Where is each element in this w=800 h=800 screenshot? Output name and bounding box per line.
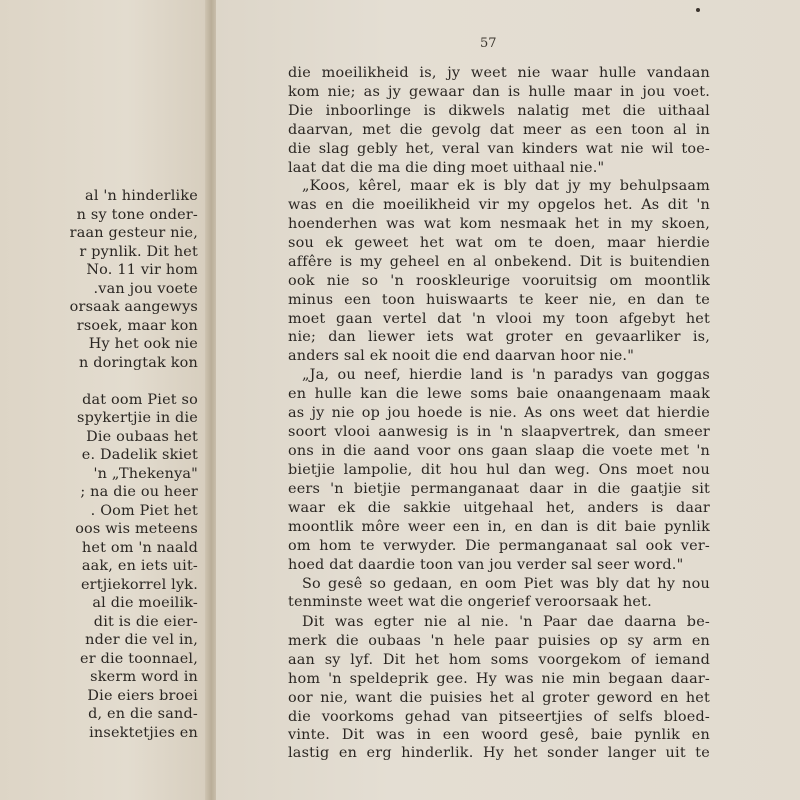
- left-page-line: dat oom Piet so: [82, 391, 198, 408]
- right-page-line: eers 'n bietjie permanganaat daar in die gaatjie sit: [288, 481, 710, 497]
- right-page-line: die voorkoms gehad van pitseertjies of selfs bloed-: [288, 709, 710, 725]
- left-page-line: n sy tone onder-: [76, 206, 198, 223]
- right-page-line: soort vlooi aanwesig is in 'n slaapvertrek, dan smeer: [288, 424, 710, 440]
- right-page-line: oor nie, want die puisies het al groter geword en het: [288, 690, 710, 706]
- right-page: [216, 0, 800, 800]
- right-page-line: kom nie; as jy gewaar dan is hulle maar in jou voet.: [288, 84, 710, 100]
- left-page-line: al die moeilik-: [92, 595, 198, 611]
- right-page-line: ons in die aand voor ons gaan slaap die voete met 'n: [288, 443, 710, 459]
- left-page-line: skerm word in: [90, 669, 198, 685]
- right-page-line: waar ek die sakkie uitgehaal het, anders is daar: [288, 500, 710, 516]
- right-page-line: ook nie so 'n rooskleurige vooruitsig om moontlik: [288, 273, 710, 289]
- right-page-line: aan sy lyf. Dit het hom soms voorgekom of iemand: [288, 652, 710, 668]
- left-page-line: orsaak aangewys: [69, 299, 198, 315]
- left-page-line: oos wis meteens: [75, 521, 198, 537]
- left-page-line: insektetjies en: [89, 724, 198, 741]
- left-page-line: n doringtak kon: [79, 354, 198, 371]
- left-page-line: .van jou voete: [93, 280, 198, 297]
- right-page-line: Die inboorlinge is dikwels nalatig met die uithaal: [288, 103, 710, 119]
- right-page-line: was en die moeilikheid vir my opgelos het. As dit 'n: [288, 197, 710, 213]
- page-number: 57: [480, 36, 497, 51]
- left-page-line: Die oubaas het: [86, 428, 198, 445]
- left-page-line: raan gesteur nie,: [69, 225, 198, 241]
- left-page-line: dit is die eier-: [93, 613, 198, 630]
- right-page-line: hoenderhen was wat kom nesmaak het in my skoen,: [288, 216, 710, 232]
- right-page-line: daarvan, met die gevolg dat meer as een toon al in: [288, 122, 710, 138]
- right-page-line: bietjie lampolie, dit hou hul dan weg. Ons moet nou: [288, 462, 710, 478]
- left-page-line: r pynlik. Dit het: [79, 243, 198, 260]
- right-page-line: „Ja, ou neef, hierdie land is 'n paradys van goggas: [302, 367, 710, 383]
- right-page-line: tenminste weet wat die ongerief veroorsaak het.: [288, 594, 652, 610]
- left-page-line: Die eiers broei: [87, 687, 198, 704]
- left-page-line: . Oom Piet het: [90, 502, 198, 519]
- right-page-line: vinte. Dit was in een woord gesê, baie pynlik en: [288, 727, 710, 743]
- left-page-line: nder die vel in,: [85, 632, 198, 648]
- left-page-line: e. Dadelik skiet: [81, 447, 198, 463]
- right-page-line: moet gaan vertel dat 'n vlooi my toon afgebyt het: [288, 311, 710, 327]
- left-page-line: d, en die sand-: [88, 706, 198, 722]
- right-page-line: moontlik môre weer een in, en dan is dit baie pynlik: [288, 519, 710, 535]
- right-page-line: hom 'n speldeprik gee. Hy was nie min begaan daar-: [288, 671, 710, 687]
- dust-speck: [696, 8, 700, 12]
- left-page-line: rsoek, maar kon: [76, 317, 198, 334]
- right-page-line: So gesê so gedaan, en oom Piet was bly dat hy nou: [302, 576, 710, 592]
- left-page-line: al 'n hinderlike: [85, 188, 198, 204]
- right-page-line: merk die oubaas 'n hele paar puisies op sy arm en: [288, 633, 710, 649]
- left-page-line: Hy het ook nie: [88, 336, 198, 352]
- right-page-line: anders sal ek nooit die end daarvan hoor nie.": [288, 348, 635, 364]
- right-page-line: Dit was egter nie al nie. 'n Paar dae daarna be-: [302, 614, 710, 630]
- right-page-line: „Koos, kêrel, maar ek is bly dat jy my behulpsaam: [302, 178, 710, 194]
- right-page-line: en hulle kan die lewe soms baie onaangenaam maak: [288, 386, 710, 402]
- left-page: [0, 0, 212, 800]
- right-page-line: as jy nie op jou hoede is nie. As ons weet dat hierdie: [288, 405, 710, 421]
- left-page-line: No. 11 vir hom: [86, 262, 198, 278]
- left-page-line: er die toonnael,: [80, 650, 198, 667]
- right-page-line: die moeilikheid is, jy weet nie waar hulle vandaan: [288, 65, 710, 81]
- left-page-line: ertjiekorrel lyk.: [80, 576, 198, 593]
- right-page-line: laat dat die ma die ding moet uithaal nie.": [288, 160, 605, 176]
- right-page-line: minus een toon huiswaarts te keer nie, en dan te: [288, 292, 710, 308]
- left-page-line: ; na die ou heer: [80, 484, 198, 500]
- left-page-line: spykertjie in die: [77, 410, 198, 426]
- right-page-line: om hom te verwyder. Die permanganaat sal ook ver-: [288, 538, 710, 554]
- right-page-line: hoed dat daardie toon van jou verder sal seer word.": [288, 557, 684, 573]
- right-page-line: lastig en erg hinderlik. Hy het sonder langer uit te: [288, 745, 710, 761]
- right-page-line: nie; dan liewer iets wat groter en gevaarliker is,: [288, 329, 710, 345]
- right-page-line: affêre is my geheel en al onbekend. Dit is buitendien: [288, 254, 710, 270]
- left-page-line: 'n „Thekenya": [93, 465, 198, 482]
- left-page-line: het om 'n naald: [81, 539, 198, 556]
- left-page-line: aak, en iets uit-: [81, 558, 198, 574]
- right-page-line: die slag gebly het, veral van kinders wat nie wil toe-: [288, 141, 710, 157]
- right-page-line: sou ek geweet het wat om te doen, maar hierdie: [288, 235, 710, 251]
